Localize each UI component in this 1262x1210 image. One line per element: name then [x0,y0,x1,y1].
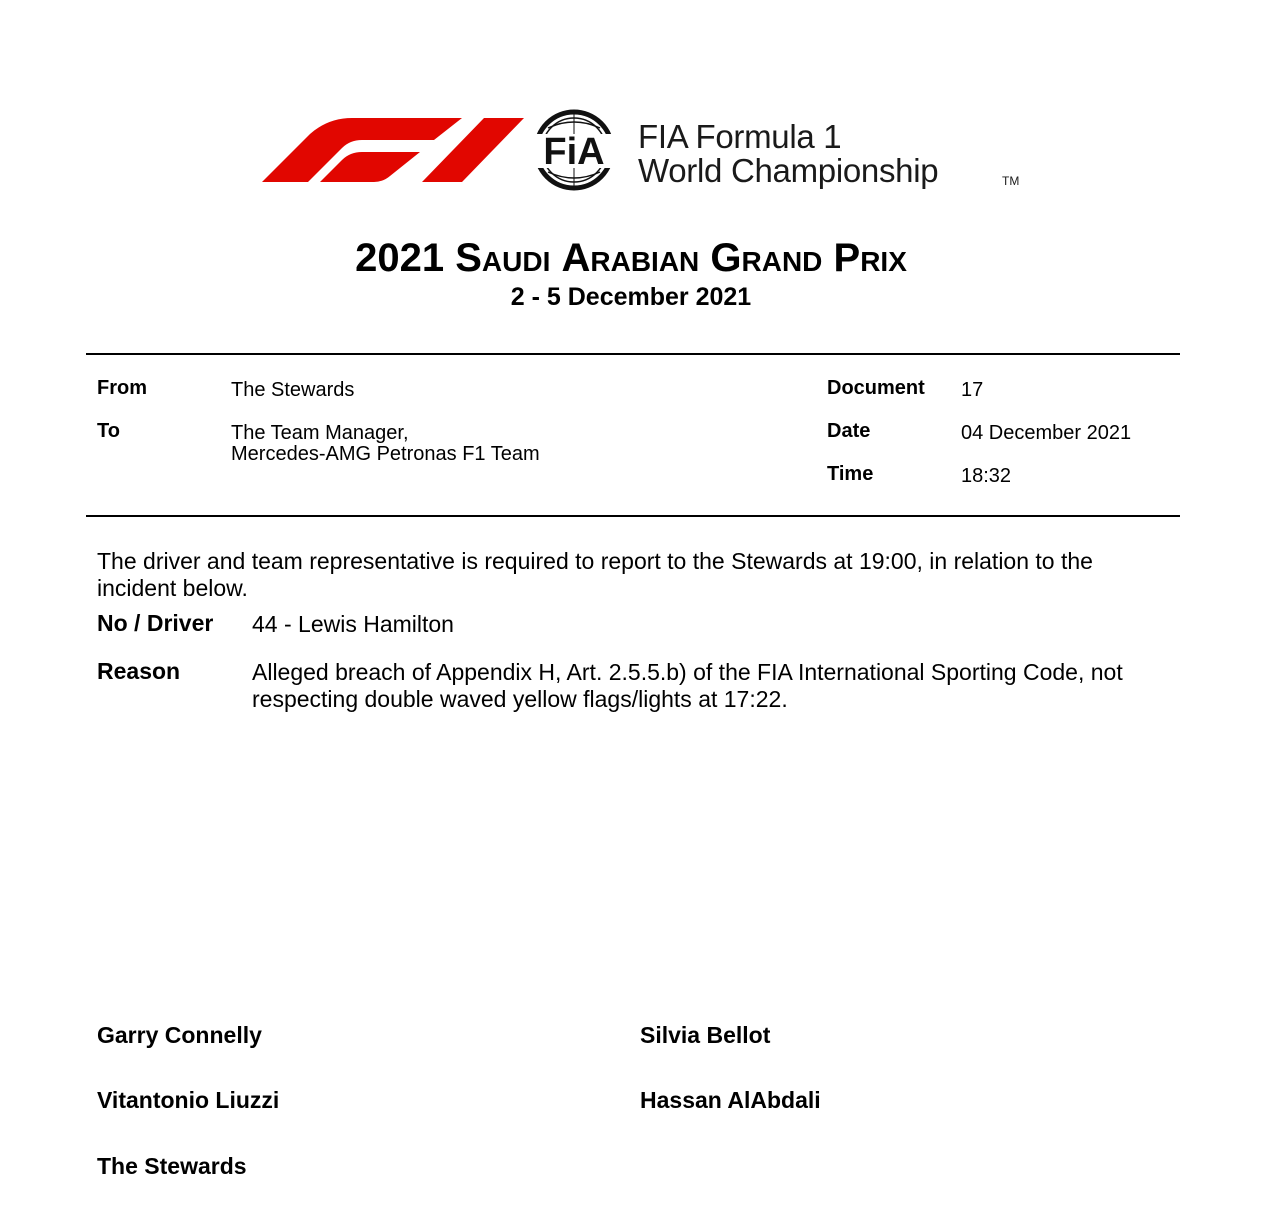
reason-line-1: Alleged breach of Appendix H, Art. 2.5.5.b) of the FIA International Sporting Code, not [252,659,1123,685]
event-title-word: Prix [833,236,907,280]
f1-championship-logo [262,108,1032,192]
driver-value: 44 - Lewis Hamilton [252,611,454,637]
to-value-line-2: Mercedes-AMG Petronas F1 Team [231,443,540,465]
date-label: Date [827,420,871,442]
driver-label: No / Driver [97,610,214,636]
fia-badge-icon [518,108,630,192]
header-divider-top [86,353,1180,355]
signature-footer: The Stewards [97,1153,247,1179]
event-title-word: Arabian [561,236,700,280]
intro-line-2: incident below. [97,575,248,601]
document-label: Document [827,377,925,399]
intro-line-1: The driver and team representative is required to report to the Stewards at 19:00, in relation to the [97,548,1093,574]
logo-line-2: World Championship [638,152,939,189]
reason-label: Reason [97,658,181,684]
event-dates: 2 - 5 December 2021 [510,283,752,311]
logo-line-1: FIA Formula 1 [638,118,842,155]
time-label: Time [827,463,874,485]
document-value: 17 [961,379,984,401]
header-divider-bottom [86,515,1180,517]
from-label: From [97,377,147,399]
steward-name: Garry Connelly [97,1022,262,1048]
time-value: 18:32 [961,465,1012,487]
date-value: 04 December 2021 [961,422,1132,444]
steward-name: Vitantonio Liuzzi [97,1087,280,1113]
event-title-year: 2021 [355,236,445,280]
f1-logo-icon [262,114,524,186]
steward-name: Hassan AlAbdali [640,1087,821,1113]
steward-name: Silvia Bellot [640,1022,771,1048]
from-value: The Stewards [231,379,355,401]
to-label: To [97,420,120,442]
event-title [0,236,1262,281]
fia-badge-text: FiA [543,131,605,173]
event-title-word: Saudi [455,236,551,280]
event-title-word: Grand [710,236,823,280]
to-value-line-1: The Team Manager, [231,422,409,444]
reason-line-2: respecting double waved yellow flags/lights at 17:22. [252,686,788,712]
trademark-mark: TM [1002,174,1020,188]
